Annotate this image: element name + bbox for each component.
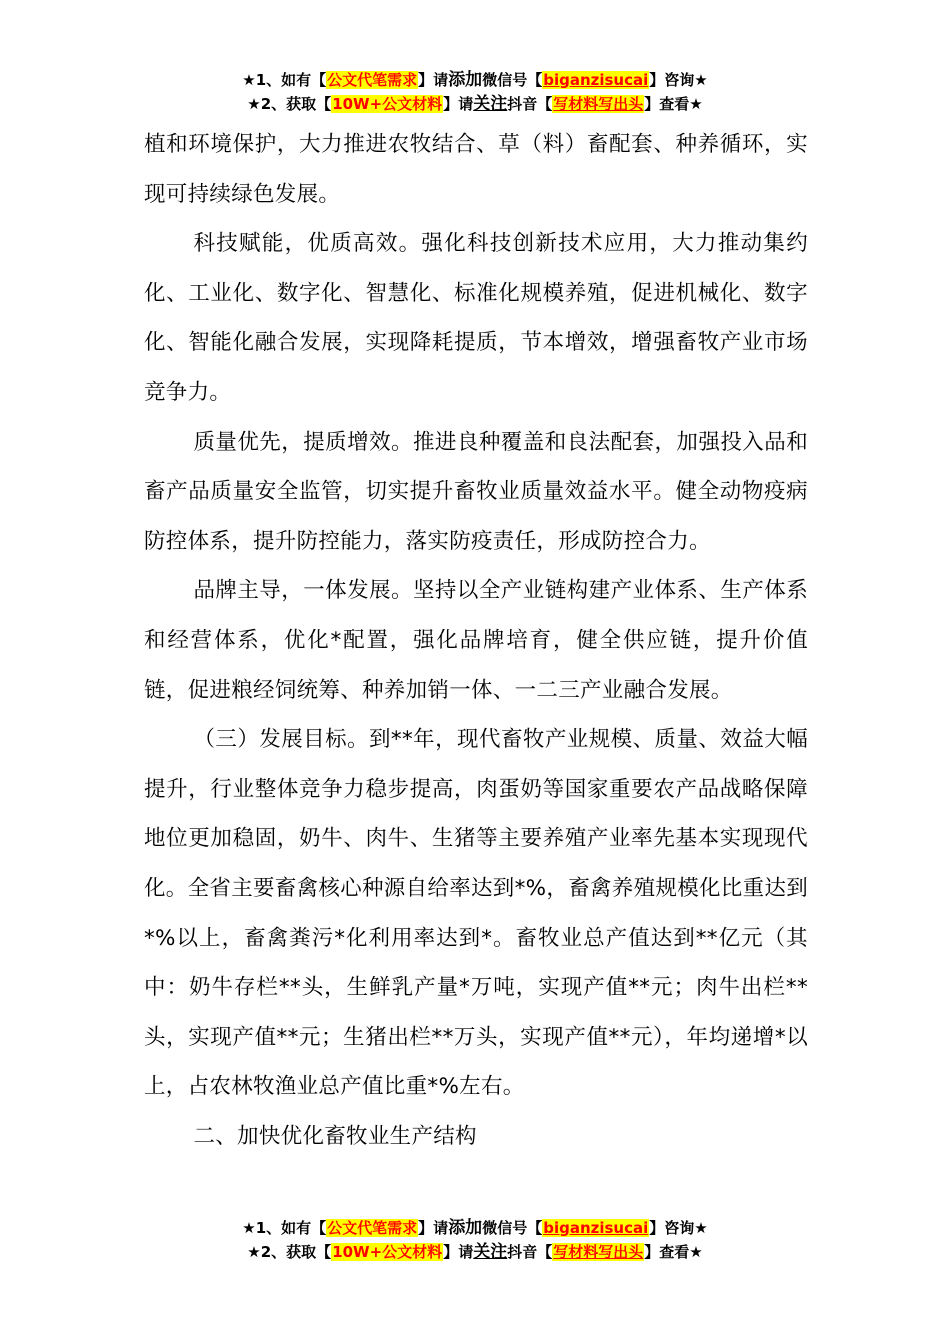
- promo-text: 】查看: [644, 95, 690, 113]
- promo-text: 】查看: [644, 1243, 690, 1261]
- promo-emphasis: 添加: [448, 1218, 483, 1238]
- star-icon: ★: [689, 1243, 703, 1261]
- star-icon: ★: [689, 95, 703, 113]
- promo-highlight: 10W+公文材料: [332, 95, 443, 113]
- body-paragraph: 品牌主导，一体发展。坚持以全产业链构建产业体系、生产体系和经营体系，优化*配置，强化品牌培育，健全供应链，提升价值链，促进粮经饲统筹、种养加销一体、一二三产业融合发展。: [144, 578, 808, 703]
- section-heading: 二、加快优化畜牧业生产结构: [193, 1123, 477, 1149]
- promo-emphasis: 关注: [473, 94, 508, 114]
- star-icon: ★: [694, 1219, 708, 1237]
- body-paragraph: 质量优先，提质增效。推进良种覆盖和良法配套，加强投入品和畜产品质量安全监管，切实提升畜牧业质量效益水平。健全动物疫病防控体系，提升防控能力，落实防疫责任，形成防控合力。: [144, 429, 808, 554]
- promo-douyin-id[interactable]: 写材料写出头: [553, 1243, 644, 1261]
- star-icon: ★: [247, 95, 261, 113]
- body-paragraph: （三）发展目标。到**年，现代畜牧产业规模、质量、效益大幅提升，行业整体竞争力稳步提高，肉蛋奶等国家重要农产品战略保障地位更加稳固，奶牛、肉牛、生猪等主要养殖产业率先基本实现现代化。全省主要畜禽核心种源自给率达到*%，畜禽养殖规模化比重达到*%以上，畜禽粪污*化利用率达到*。畜牧业总产值达到**亿元（其中：奶牛存栏**头，生鲜乳产量*万吨，实现产值**元；肉牛出栏**头，实现产值**元；生猪出栏**万头，实现产值**元），年均递增*以上，占农林牧渔业总产值比重*%左右。: [144, 727, 808, 1100]
- promo-highlight: 公文代笔需求: [327, 71, 418, 89]
- promo-text: 抖音【: [507, 95, 553, 113]
- body-paragraph: 植和环境保护，大力推进农牧结合、草（料）畜配套、种养循环，实现可持续绿色发展。: [144, 132, 808, 207]
- promo-line-1: [0, 68, 950, 92]
- promo-douyin-id[interactable]: 写材料写出头: [553, 95, 644, 113]
- promo-text: 抖音【: [507, 1243, 553, 1261]
- star-icon: ★: [242, 1219, 256, 1237]
- promo-text: 】咨询: [649, 71, 695, 89]
- promo-text: 】请: [443, 1243, 474, 1261]
- promo-text: 】请: [418, 71, 449, 89]
- promo-wechat-id[interactable]: biganzisucai: [543, 71, 649, 89]
- promo-text: 】请: [418, 1219, 449, 1237]
- promo-line-2: [0, 1240, 950, 1264]
- promo-wechat-id[interactable]: biganzisucai: [543, 1219, 649, 1237]
- star-icon: ★: [694, 71, 708, 89]
- promo-text: 2、获取【: [260, 95, 332, 113]
- promo-text: 微信号【: [482, 71, 543, 89]
- promo-text: 1、如有【: [255, 71, 327, 89]
- promo-text: 】咨询: [649, 1219, 695, 1237]
- promo-emphasis: 关注: [473, 1242, 508, 1262]
- star-icon: ★: [242, 71, 256, 89]
- promo-line-1: [0, 1216, 950, 1240]
- body-paragraph: 科技赋能，优质高效。强化科技创新技术应用，大力推动集约化、工业化、数字化、智慧化、标准化规模养殖，促进机械化、数字化、智能化融合发展，实现降耗提质，节本增效，增强畜牧产业市场竞争力。: [144, 231, 808, 405]
- document-body: [144, 120, 808, 1161]
- header-promo-banner: [0, 68, 950, 116]
- promo-text: 1、如有【: [255, 1219, 327, 1237]
- promo-text: 】请: [443, 95, 474, 113]
- promo-emphasis: 添加: [448, 70, 483, 90]
- star-icon: ★: [247, 1243, 261, 1261]
- promo-line-2: [0, 92, 950, 116]
- promo-text: 2、获取【: [260, 1243, 332, 1261]
- promo-text: 微信号【: [482, 1219, 543, 1237]
- promo-highlight: 公文代笔需求: [327, 1219, 418, 1237]
- footer-promo-banner: [0, 1216, 950, 1264]
- promo-highlight: 10W+公文材料: [332, 1243, 443, 1261]
